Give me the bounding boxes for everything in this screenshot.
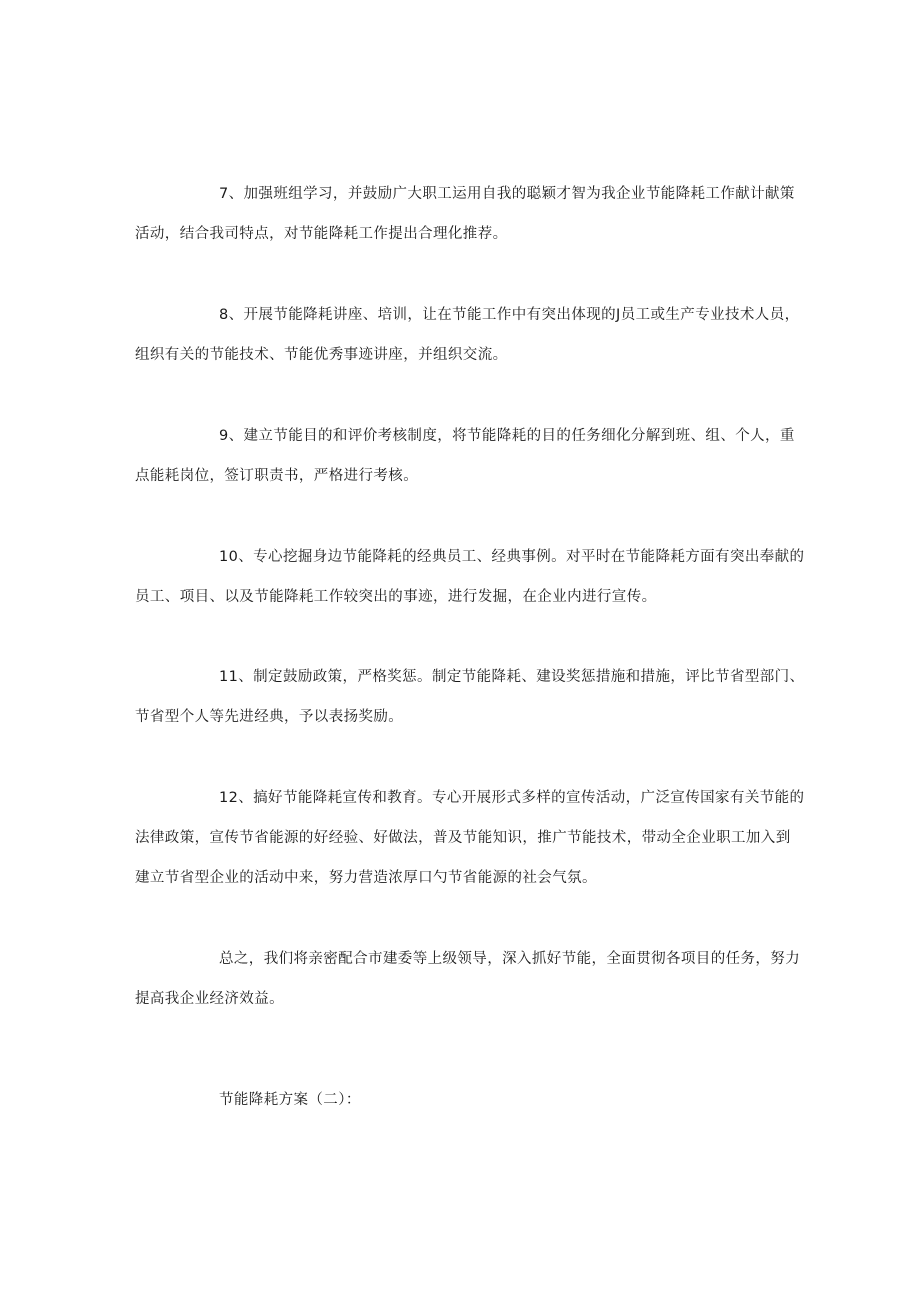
- paragraph-line: 提高我企业经济效益。: [135, 991, 284, 1007]
- paragraph-12: [135, 778, 805, 898]
- section-heading: 节能降耗方案（二）：: [219, 1092, 361, 1108]
- paragraph-line: 建立节省型企业的活动中来，努力营造浓厚口勺节省能源的社会气氛。: [135, 870, 597, 886]
- paragraph-line: 员工、项目、以及节能降耗工作较突出的事迹，进行发掘，在企业内进行宣传。: [135, 589, 657, 605]
- paragraph-line: 点能耗岗位，签订职责书，严格进行考核。: [135, 468, 419, 484]
- paragraph-line: 9、建立节能目的和评价考核制度，将节能降耗的目的任务细化分解到班、组、个人，重: [219, 428, 795, 444]
- paragraph-line: 节省型个人等先进经典，予以表扬奖励。: [135, 709, 404, 725]
- paragraph-7: [135, 174, 795, 254]
- paragraph-line: 10、专心挖掘身边节能降耗的经典员工、经典事例。对平时在节能降耗方面有突出奉献的: [219, 549, 805, 565]
- paragraph-10: [135, 537, 805, 617]
- paragraph-line: 12、搞好节能降耗宣传和教育。专心开展形式多样的宣传活动，广泛宣传国家有关节能的: [219, 790, 805, 806]
- paragraph-line: 活动，结合我司特点，对节能降耗工作提出合理化推荐。: [135, 226, 508, 242]
- paragraph-line: 总之，我们将亲密配合市建委等上级领导，深入抓好节能，全面贯彻各项目的任务，努力: [219, 951, 801, 967]
- paragraph-line: 法律政策，宣传节省能源的好经验、好做法，普及节能知识，推广节能技术，带动全企业职工加入到: [135, 830, 791, 846]
- paragraph-11: [135, 657, 805, 737]
- paragraph-line: 11、制定鼓励政策，严格奖惩。制定节能降耗、建设奖惩措施和措施，评比节省型部门、: [219, 669, 805, 685]
- paragraph-line: 7、加强班组学习，并鼓励广大职工运用自我的聪颖才智为我企业节能降耗工作献计献策: [219, 186, 795, 202]
- paragraph-9: [135, 416, 795, 496]
- paragraph-summary: [135, 939, 801, 1019]
- paragraph-8: [135, 295, 800, 375]
- paragraph-line: 组织有关的节能技术、节能优秀事迹讲座，并组织交流。: [135, 347, 508, 363]
- paragraph-line: 8、开展节能降耗讲座、培训，让在节能工作中有突出体现的J员工或生产专业技术人员，: [219, 307, 800, 323]
